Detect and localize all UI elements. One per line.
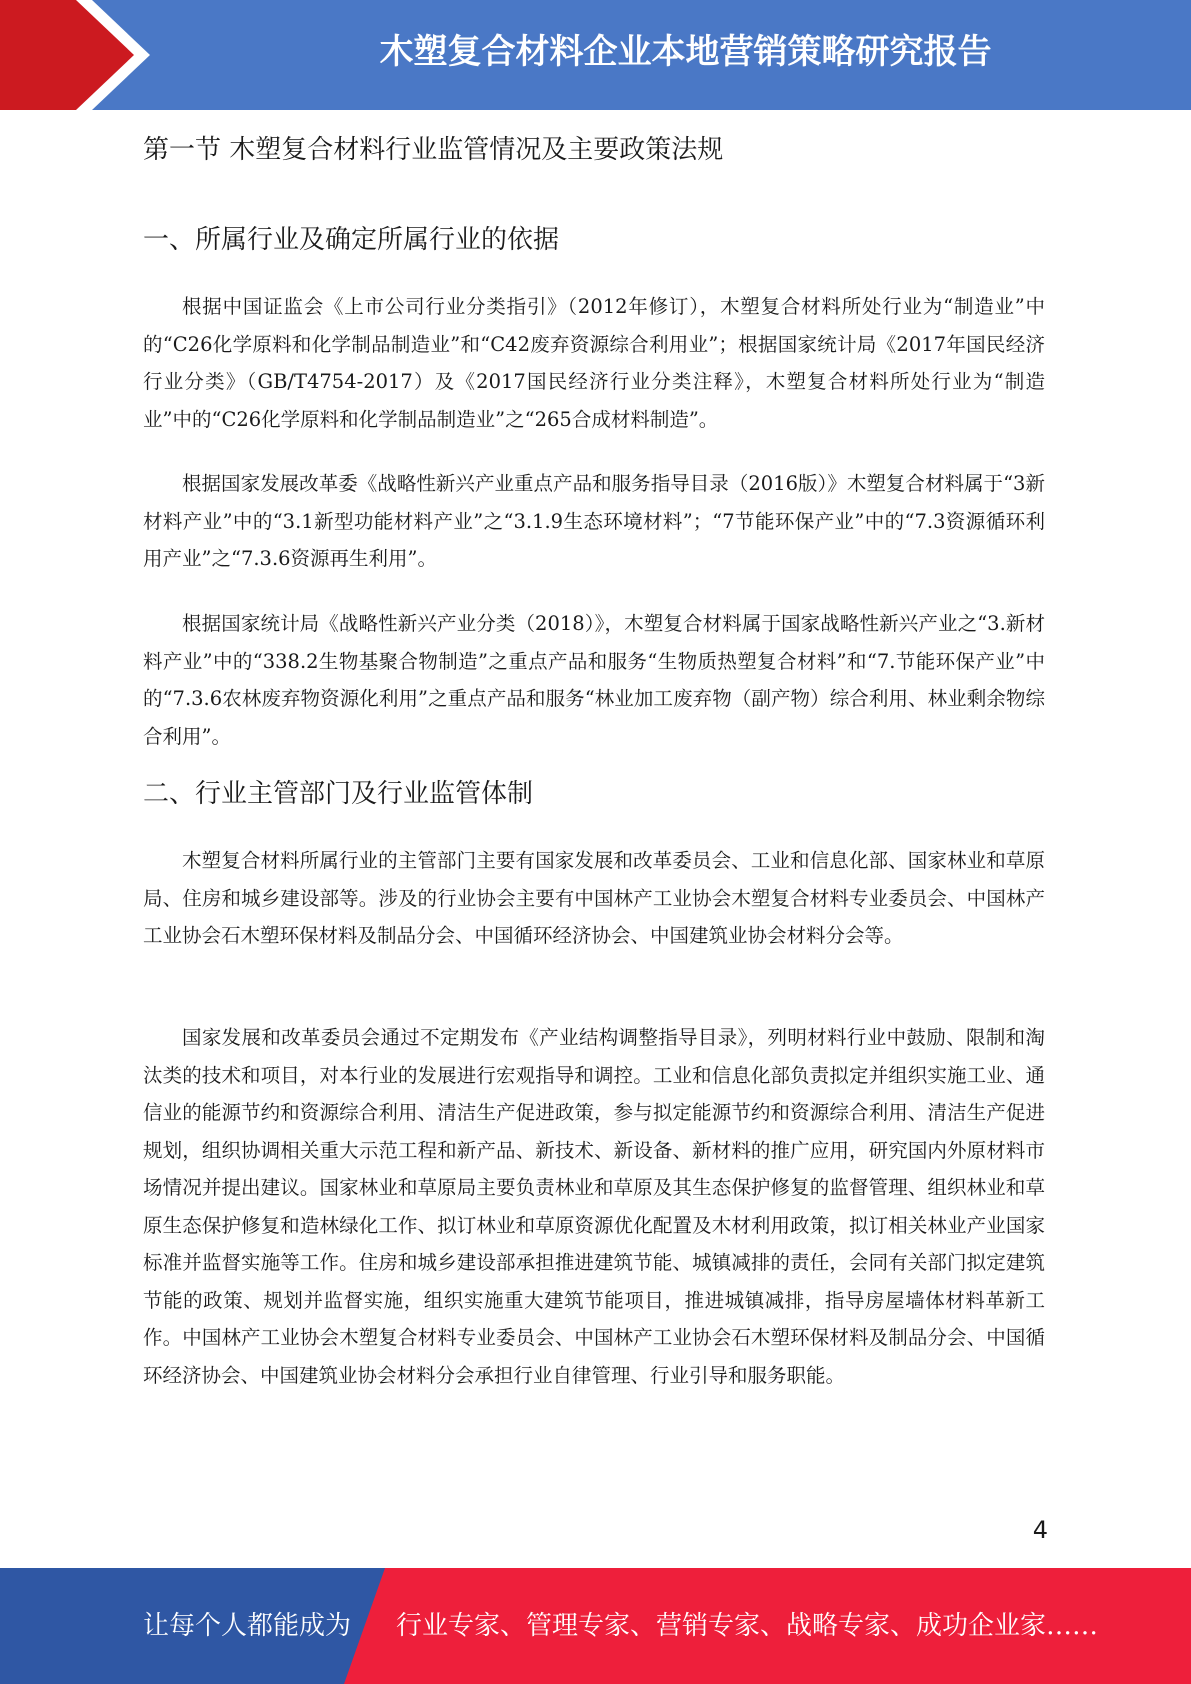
paragraph: 国家发展和改革委员会通过不定期发布《产业结构调整指导目录》，列明材料行业中鼓励、限制和淘汰类的技术和项目，对本行业的发展进行宏观指导和调控。工业和信息化部负责拟定并组织实施工业、通信业的能源节约和资源综合利用、清洁生产促进政策，参与拟定能源节约和资源综合利用、清洁生产促进规划，组织协调相关重大示范工程和新产品、新技术、新设备、新材料的推广应用，研究国内外原材料市场情况并提出建议。国家林业和草原局主要负责林业和草原及其生态保护修复的监督管理、组织林业和草原生态保护修复和造林绿化工作、拟订林业和草原资源优化配置及木材利用政策，拟订相关林业产业国家标准并监督实施等工作。住房和城乡建设部承担推进建筑节能、城镇减排的责任，会同有关部门拟定建筑节能的政策、规划并监督实施，组织实施重大建筑节能项目，推进城镇减排，指导房屋墙体材料革新工作。中国林产工业协会木塑复合材料专业委员会、中国林产工业协会石木塑环保材料及制品分会、中国循环经济协会、中国建筑业协会材料分会承担行业自律管理、行业引导和服务职能。 [143,1026,1045,1387]
report-title: 木塑复合材料企业本地营销策略研究报告 [379,32,992,72]
paragraph: 根据国家统计局《战略性新兴产业分类（2018）》，木塑复合材料属于国家战略性新兴产业之“3.新材料产业”中的“338.2生物基聚合物制造”之重点产品和服务“生物质热塑复合材料”和“7.节能环保产业”中的“7.3.6农林废弃物资源化利用”之重点产品和服务“林业加工废弃物（副产物）综合利用、林业剩余物综合利用”。 [143,612,1045,748]
page-footer [0,1568,1191,1684]
section-title: 第一节 木塑复合材料行业监管情况及主要政策法规 [143,135,724,165]
paragraph: 根据中国证监会《上市公司行业分类指引》（2012年修订），木塑复合材料所处行业为“制造业”中的“C26化学原料和化学制品制造业”和“C42废弃资源综合利用业”；根据国家统计局《2017年国民经济行业分类》（GB/T4754-2017）及《2017国民经济行业分类注释》，木塑复合材料所处行业为“制造业”中的“C26化学原料和化学制品制造业”之“265合成材料制造”。 [143,295,1045,431]
page-number: 4 [1032,1516,1048,1544]
footer-slogan-left: 让每个人都能成为 [143,1611,352,1641]
footer-slogan-right: 行业专家、管理专家、营销专家、战略专家、成功企业家…… [396,1611,1099,1641]
paragraph: 根据国家发展改革委《战略性新兴产业重点产品和服务指导目录（2016版）》木塑复合材料属于“3新材料产业”中的“3.1新型功能材料产业”之“3.1.9生态环境材料”；“7节能环保产业”中的“7.3资源循环利用产业”之“7.3.6资源再生利用”。 [143,472,1045,570]
paragraph: 木塑复合材料所属行业的主管部门主要有国家发展和改革委员会、工业和信息化部、国家林业和草原局、住房和城乡建设部等。涉及的行业协会主要有中国林产工业协会木塑复合材料专业委员会、中国林产工业协会石木塑环保材料及制品分会、中国循环经济协会、中国建筑业协会材料分会等。 [143,849,1045,947]
page-header [0,0,1191,110]
subsection-2-title: 二、行业主管部门及行业监管体制 [143,779,534,809]
subsection-1-title: 一、所属行业及确定所属行业的依据 [143,225,560,255]
